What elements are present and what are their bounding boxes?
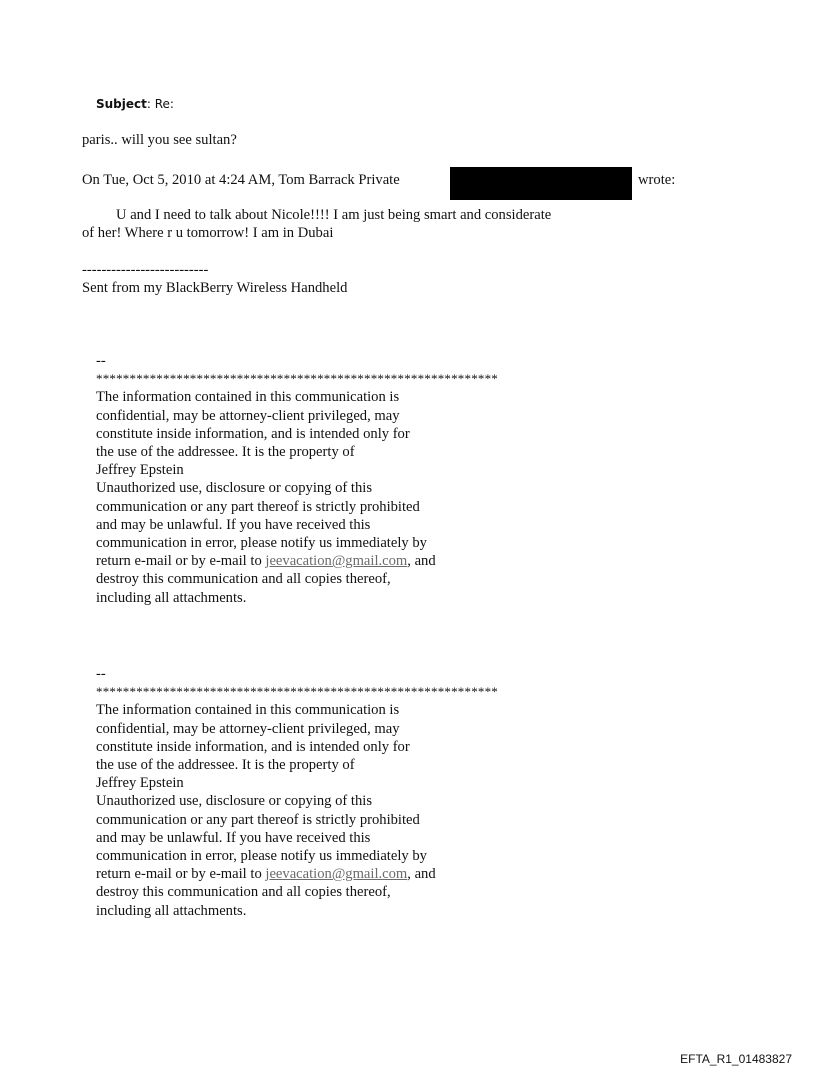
redaction-box: [450, 167, 632, 200]
disclaimer-block: [96, 352, 576, 607]
subject-line: [96, 96, 174, 112]
disclaimer-line: including all attachments.: [96, 589, 247, 606]
disclaimer-line: and may be unlawful. If you have received this: [96, 516, 371, 533]
disclaimer-line: destroy this communication and all copies thereof,: [96, 884, 391, 901]
disclaimer-dash: --: [96, 666, 106, 682]
subject-separator: :: [146, 97, 151, 111]
disclaimer-line: confidential, may be attorney-client privileged, may: [96, 720, 400, 737]
disclaimer-line: communication in error, please notify us immediately by: [96, 535, 427, 552]
subject-label: Subject: [96, 97, 147, 111]
disclaimer-line: the use of the addressee. It is the property of: [96, 757, 355, 774]
disclaimer-line: Jeffrey Epstein: [96, 462, 184, 479]
disclaimer-line: The information contained in this communication is: [96, 702, 400, 719]
disclaimer-line: and may be unlawful. If you have received this: [96, 829, 371, 846]
disclaimer-line: Jeffrey Epstein: [96, 775, 184, 792]
email-link[interactable]: jeevacation@gmail.com: [265, 553, 408, 570]
quoted-line: U and I need to talk about Nicole!!!! I am just being smart and considerate: [116, 207, 552, 223]
quote-header-wrote: wrote:: [638, 172, 676, 188]
disclaimer-line: communication in error, please notify us immediately by: [96, 848, 427, 865]
disclaimer-return-line: [96, 552, 576, 570]
signature-separator: --------------------------: [82, 262, 209, 278]
disclaimer-line: constitute inside information, and is intended only for: [96, 425, 410, 442]
disclaimer-line: The information contained in this communication is: [96, 389, 400, 406]
quoted-message: [82, 206, 622, 242]
disclaimer-return-line: [96, 865, 576, 883]
disclaimer-line: communication or any part thereof is strictly prohibited: [96, 811, 420, 828]
disclaimer-line: destroy this communication and all copies thereof,: [96, 571, 391, 588]
quote-header: [82, 167, 722, 191]
disclaimer-dash: --: [96, 353, 106, 369]
disclaimer-line: Unauthorized use, disclosure or copying of this: [96, 480, 373, 497]
return-suffix: , and: [407, 866, 436, 883]
subject-value: Re:: [150, 97, 174, 111]
disclaimer-line: Unauthorized use, disclosure or copying of this: [96, 793, 373, 810]
disclaimer-stars: ************************************************************: [96, 684, 498, 700]
email-link[interactable]: jeevacation@gmail.com: [265, 866, 408, 883]
disclaimer-line: the use of the addressee. It is the property of: [96, 444, 355, 461]
reply-text: paris.. will you see sultan?: [82, 132, 237, 148]
return-prefix: return e-mail or by e-mail to: [96, 866, 266, 883]
return-suffix: , and: [407, 553, 436, 570]
sent-from-signature: Sent from my BlackBerry Wireless Handheld: [82, 280, 348, 296]
disclaimer-line: communication or any part thereof is strictly prohibited: [96, 498, 420, 515]
quoted-line: of her! Where r u tomorrow! I am in Dubai: [82, 225, 334, 242]
disclaimer-stars: ************************************************************: [96, 371, 498, 387]
quote-header-text: On Tue, Oct 5, 2010 at 4:24 AM, Tom Barrack Private: [82, 172, 400, 188]
return-prefix: return e-mail or by e-mail to: [96, 553, 266, 570]
document-id: EFTA_R1_01483827: [680, 1052, 792, 1066]
disclaimer-line: confidential, may be attorney-client privileged, may: [96, 407, 400, 424]
disclaimer-line: constitute inside information, and is intended only for: [96, 738, 410, 755]
disclaimer-line: including all attachments.: [96, 902, 247, 919]
disclaimer-block: [96, 665, 576, 920]
